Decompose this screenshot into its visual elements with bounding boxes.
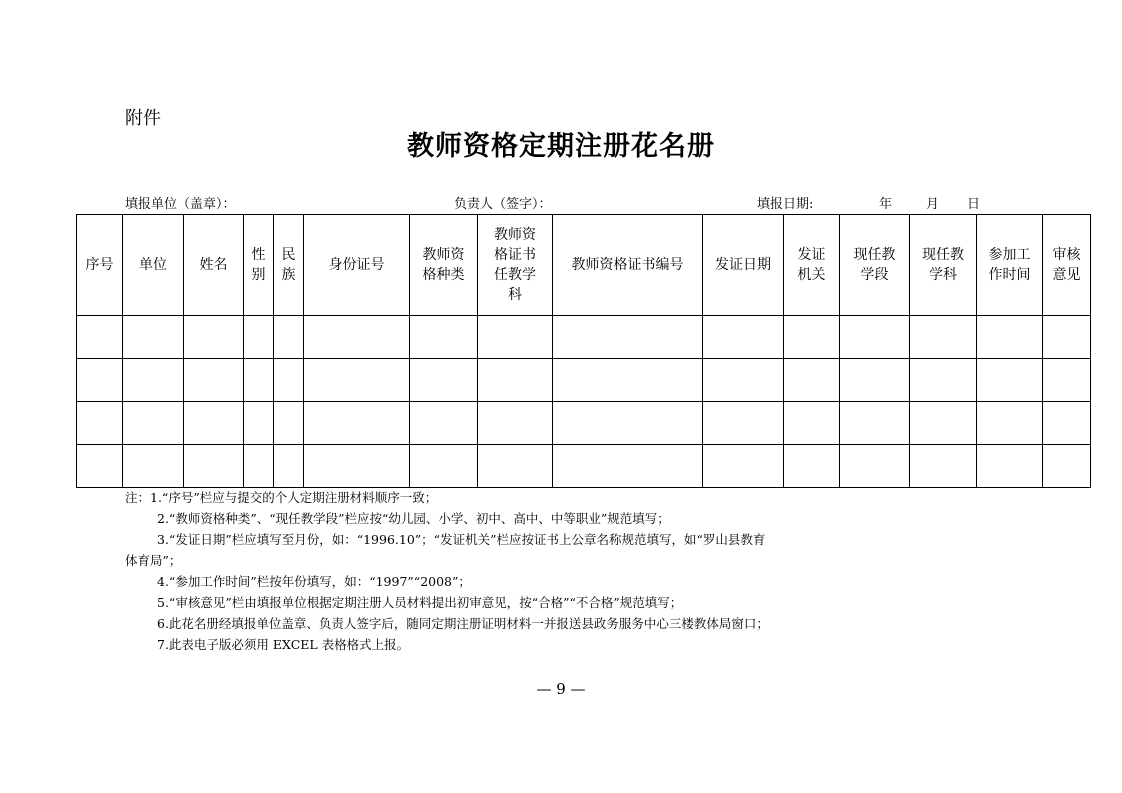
column-header: 姓名 (184, 215, 244, 316)
table-row (77, 445, 1091, 488)
table-cell[interactable] (703, 316, 784, 359)
table-cell[interactable] (123, 445, 184, 488)
column-header: 民 族 (274, 215, 304, 316)
table-cell[interactable] (977, 316, 1043, 359)
table-cell[interactable] (703, 402, 784, 445)
column-header: 教师资 格种类 (410, 215, 478, 316)
table-cell[interactable] (274, 316, 304, 359)
table-cell[interactable] (840, 402, 910, 445)
table-cell[interactable] (274, 445, 304, 488)
note-3-continuation: 体育局”； (125, 553, 182, 568)
table-cell[interactable] (1043, 402, 1091, 445)
table-cell[interactable] (304, 359, 410, 402)
table-cell[interactable] (123, 359, 184, 402)
table-cell[interactable] (553, 445, 703, 488)
fill-responsible-label: 负责人（签字）： (454, 197, 552, 212)
table-cell[interactable] (1043, 359, 1091, 402)
column-header: 发证 机关 (784, 215, 840, 316)
table-cell[interactable] (1043, 445, 1091, 488)
table-cell[interactable] (304, 402, 410, 445)
table-cell[interactable] (478, 402, 553, 445)
table-cell[interactable] (977, 445, 1043, 488)
column-header: 身份证号 (304, 215, 410, 316)
table-cell[interactable] (784, 402, 840, 445)
note-5: 5.“审核意见”栏由填报单位根据定期注册人员材料提出初审意见，按“合格”“不合格”规范填写； (157, 595, 683, 610)
table-cell[interactable] (77, 316, 123, 359)
table-cell[interactable] (784, 359, 840, 402)
table-cell[interactable] (703, 445, 784, 488)
table-cell[interactable] (553, 402, 703, 445)
table-cell[interactable] (184, 316, 244, 359)
table-cell[interactable] (910, 316, 977, 359)
column-header: 发证日期 (703, 215, 784, 316)
table-cell[interactable] (77, 402, 123, 445)
table-cell[interactable] (478, 316, 553, 359)
table-cell[interactable] (840, 316, 910, 359)
table-cell[interactable] (840, 445, 910, 488)
fill-unit-label: 填报单位（盖章）： (125, 197, 236, 212)
table-cell[interactable] (703, 359, 784, 402)
table-cell[interactable] (123, 402, 184, 445)
fill-day-label: 日 (967, 197, 981, 212)
column-header: 单位 (123, 215, 184, 316)
note-2: 2.“教师资格种类”、“现任教学段”栏应按“幼儿园、小学、初中、高中、中等职业”规范填写； (157, 511, 670, 526)
table-cell[interactable] (478, 445, 553, 488)
table-cell[interactable] (304, 445, 410, 488)
table-cell[interactable] (784, 445, 840, 488)
table-cell[interactable] (274, 402, 304, 445)
fill-month-label: 月 (926, 197, 940, 212)
table-cell[interactable] (1043, 316, 1091, 359)
table-cell[interactable] (77, 445, 123, 488)
note-4: 4.“参加工作时间”栏按年份填写，如：“1997”“2008”； (157, 574, 471, 589)
attachment-label: 附件 (125, 108, 161, 129)
column-header: 审核 意见 (1043, 215, 1091, 316)
table-cell[interactable] (910, 402, 977, 445)
table-cell[interactable] (410, 445, 478, 488)
table-cell[interactable] (410, 359, 478, 402)
note-1: 注：1.“序号”栏应与提交的个人定期注册材料顺序一致； (125, 490, 438, 505)
table-cell[interactable] (784, 316, 840, 359)
column-header: 现任教 学科 (910, 215, 977, 316)
page-title: 教师资格定期注册花名册 (407, 131, 715, 162)
table-cell[interactable] (478, 359, 553, 402)
note-3: 3.“发证日期”栏应填写至月份，如：“1996.10”；“发证机关”栏应按证书上公章名称规范填写，如“罗山县教育 (157, 532, 766, 547)
table-cell[interactable] (274, 359, 304, 402)
column-header: 教师资 格证书 任教学 科 (478, 215, 553, 316)
table-cell[interactable] (244, 445, 274, 488)
table-row (77, 359, 1091, 402)
table-cell[interactable] (553, 359, 703, 402)
table-cell[interactable] (977, 359, 1043, 402)
table-body (77, 316, 1091, 488)
table-cell[interactable] (244, 316, 274, 359)
table-row (77, 316, 1091, 359)
column-header: 参加工 作时间 (977, 215, 1043, 316)
table-cell[interactable] (410, 316, 478, 359)
roster-table (76, 214, 1091, 488)
table-cell[interactable] (910, 445, 977, 488)
table-cell[interactable] (910, 359, 977, 402)
table-header-row (77, 215, 1091, 316)
table-cell[interactable] (184, 445, 244, 488)
column-header: 现任教 学段 (840, 215, 910, 316)
page-number: — 9 — (536, 680, 586, 698)
table-cell[interactable] (244, 402, 274, 445)
note-7: 7.此表电子版必须用 EXCEL 表格格式上报。 (157, 637, 410, 652)
table-cell[interactable] (304, 316, 410, 359)
table-cell[interactable] (77, 359, 123, 402)
table-cell[interactable] (184, 359, 244, 402)
table-cell[interactable] (244, 359, 274, 402)
fill-year-label: 年 (879, 197, 893, 212)
table-cell[interactable] (840, 359, 910, 402)
table-row (77, 402, 1091, 445)
notes-block (125, 487, 995, 655)
note-6: 6.此花名册经填报单位盖章、负责人签字后，随同定期注册证明材料一并报送县政务服务中心三楼教体局窗口； (157, 616, 769, 631)
table-cell[interactable] (123, 316, 184, 359)
column-header: 序号 (77, 215, 123, 316)
column-header: 教师资格证书编号 (553, 215, 703, 316)
fill-date-label: 填报日期: (757, 197, 814, 212)
column-header: 性 别 (244, 215, 274, 316)
table-cell[interactable] (553, 316, 703, 359)
table-cell[interactable] (184, 402, 244, 445)
table-cell[interactable] (410, 402, 478, 445)
table-cell[interactable] (977, 402, 1043, 445)
